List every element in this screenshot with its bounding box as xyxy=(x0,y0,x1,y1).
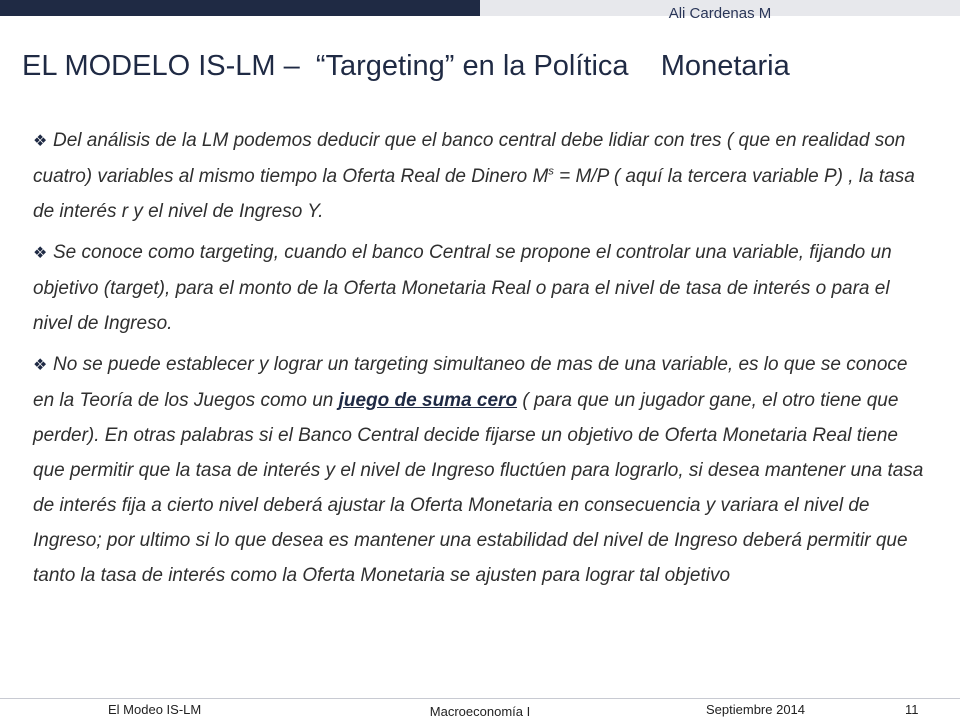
footer-date: Septiembre 2014 xyxy=(706,702,806,717)
bullet-3-text: No se puede establecer y lograr un targeting simultaneo de mas de una variable, es lo que se conoce en la Teoría de los Juegos como un xyxy=(33,354,908,411)
bullet-1-text-cont: = M/P ( aquí la tercera variable P) , la tasa de interés r y el nivel de Ingreso Y. xyxy=(33,166,915,222)
bullet-3-text-cont: ( para que un jugador gane, el otro tiene que perder). En otras palabras si el Banco Central decide fijarse un objetivo de Oferta Monetaria Real tiene que permitir que la tasa de interés y el nivel de Ingreso fluctúen para lograrlo, si desea mantener una tasa de interés fija a cierto nivel deberá ajustar la Oferta Monetaria en consecuencia y variara el nivel de Ingreso; por ultimo si lo que desea es mantener una estabilidad del nivel de Ingreso deberá permitir que tanto la tasa de interés como la Oferta Monetaria se ajusten para lograr tal objetivo xyxy=(33,390,924,586)
slide-footer xyxy=(0,700,960,720)
diamond-bullet-icon: ❖ xyxy=(33,357,48,374)
bullet-1-text: Del análisis de la LM podemos deducir que el banco central debe lidiar con tres ( que en realidad son cuatro) variables al mismo tiempo la Oferta Real de Dinero M xyxy=(33,130,906,187)
author-name: Ali Cardenas M xyxy=(668,5,772,22)
bullet-2 xyxy=(33,235,933,341)
slide-body xyxy=(33,123,933,599)
bullet-1-superscript: s xyxy=(548,165,554,178)
bullet-3 xyxy=(33,347,933,593)
bullet-1 xyxy=(33,123,933,229)
footer-topic: El Modeo IS-LM xyxy=(108,702,202,717)
footer-divider xyxy=(0,698,960,699)
footer-course: Macroeconomía I xyxy=(429,704,531,719)
bullet-2-text: Se conoce como targeting, cuando el banco Central se propone el controlar una variable, fijando un objetivo (target), para el monto de la Oferta Monetaria Real o para el nivel de tasa de interés o para el nivel de Ingreso. xyxy=(33,242,892,334)
page-number: 11 xyxy=(905,702,919,717)
slide-title: EL MODELO IS-LM – “Targeting” en la Política Monetaria xyxy=(22,50,790,82)
zero-sum-game-link[interactable]: juego de suma cero xyxy=(338,390,518,411)
diamond-bullet-icon: ❖ xyxy=(33,133,48,150)
diamond-bullet-icon: ❖ xyxy=(33,245,48,262)
header-bar-dark xyxy=(0,0,480,16)
